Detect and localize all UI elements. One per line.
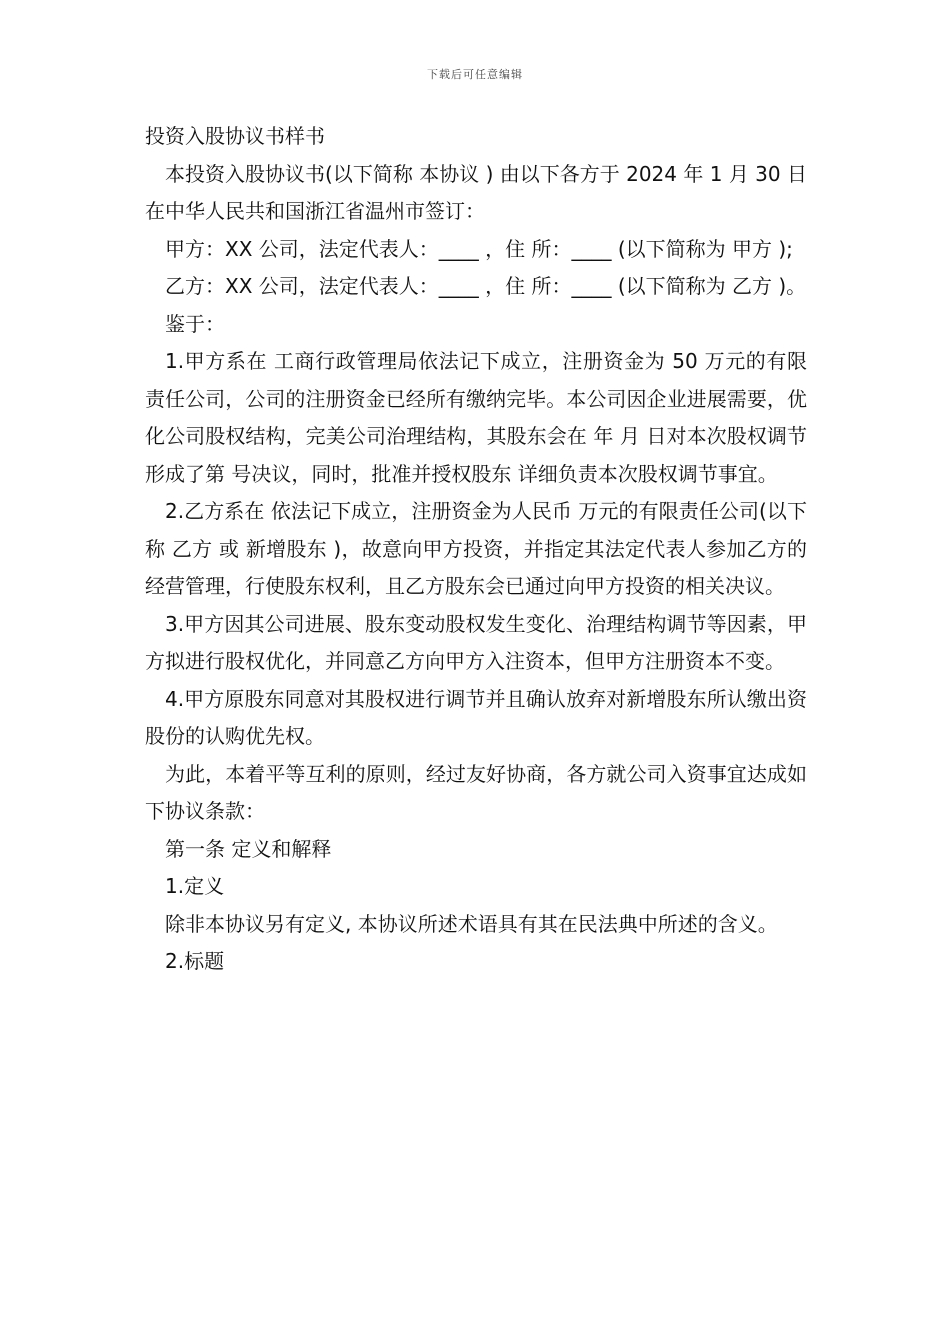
clause-1-text: 除非本协议另有定义, 本协议所述术语具有其在民法典中所述的含义。	[165, 911, 778, 936]
paragraph-party-b: 乙方：XX 公司，法定代表人：____ ，住 所：____ (以下简称为 乙方 )。	[165, 274, 807, 298]
paragraph-agreement: 为此，本着平等互利的原则，经过友好协商，各方就公司入资事宜达成如下协议条款：	[145, 761, 807, 823]
paragraph-intro: 本投资入股协议书(以下简称 本协议 ) 由以下各方于 2024 年 1 月 30 日在中华人民共和国浙江省温州市签订：	[145, 161, 807, 223]
header-note: 下载后可任意编辑	[427, 68, 523, 81]
document-title: 投资入股协议书样书	[145, 124, 325, 148]
paragraph-recital-4: 4.甲方原股东同意对其股权进行调节并且确认放弃对新增股东所认缴出资股份的认购优先权。	[145, 686, 807, 748]
clause-2-heading: 2.标题	[165, 949, 225, 973]
paragraph-party-a: 甲方：XX 公司，法定代表人：____ ，住 所：____ (以下简称为 甲方 );	[165, 236, 793, 261]
clause-1-heading: 1.定义	[165, 874, 225, 898]
paragraph-recital-1: 1.甲方系在 工商行政管理局依法记下成立，注册资金为 50 万元的有限责任公司，公司的注册资金已经所有缴纳完毕。本公司因企业进展需要，优化公司股权结构，完美公司治理结构，其股东会在 年 月 日对本次股权调节形成了第 号决议，同时，批准并授权股东 详细负责本次股权调节事宜。	[145, 349, 807, 486]
paragraph-recital-3: 3.甲方因其公司进展、股东变动股权发生变化、治理结构调节等因素，甲方拟进行股权优化，并同意乙方向甲方入注资本，但甲方注册资本不变。	[145, 611, 807, 673]
paragraph-recital-2: 2.乙方系在 依法记下成立，注册资金为人民币 万元的有限责任公司(以下称 乙方 或 新增股东 )，故意向甲方投资，并指定其法定代表人参加乙方的经营管理，行使股东权利，且乙方股东会已通过向甲方投资的相关决议。	[145, 499, 807, 598]
document-body	[145, 118, 807, 981]
paragraph-whereas: 鉴于：	[165, 311, 225, 336]
article-1-heading: 第一条 定义和解释	[165, 836, 332, 861]
